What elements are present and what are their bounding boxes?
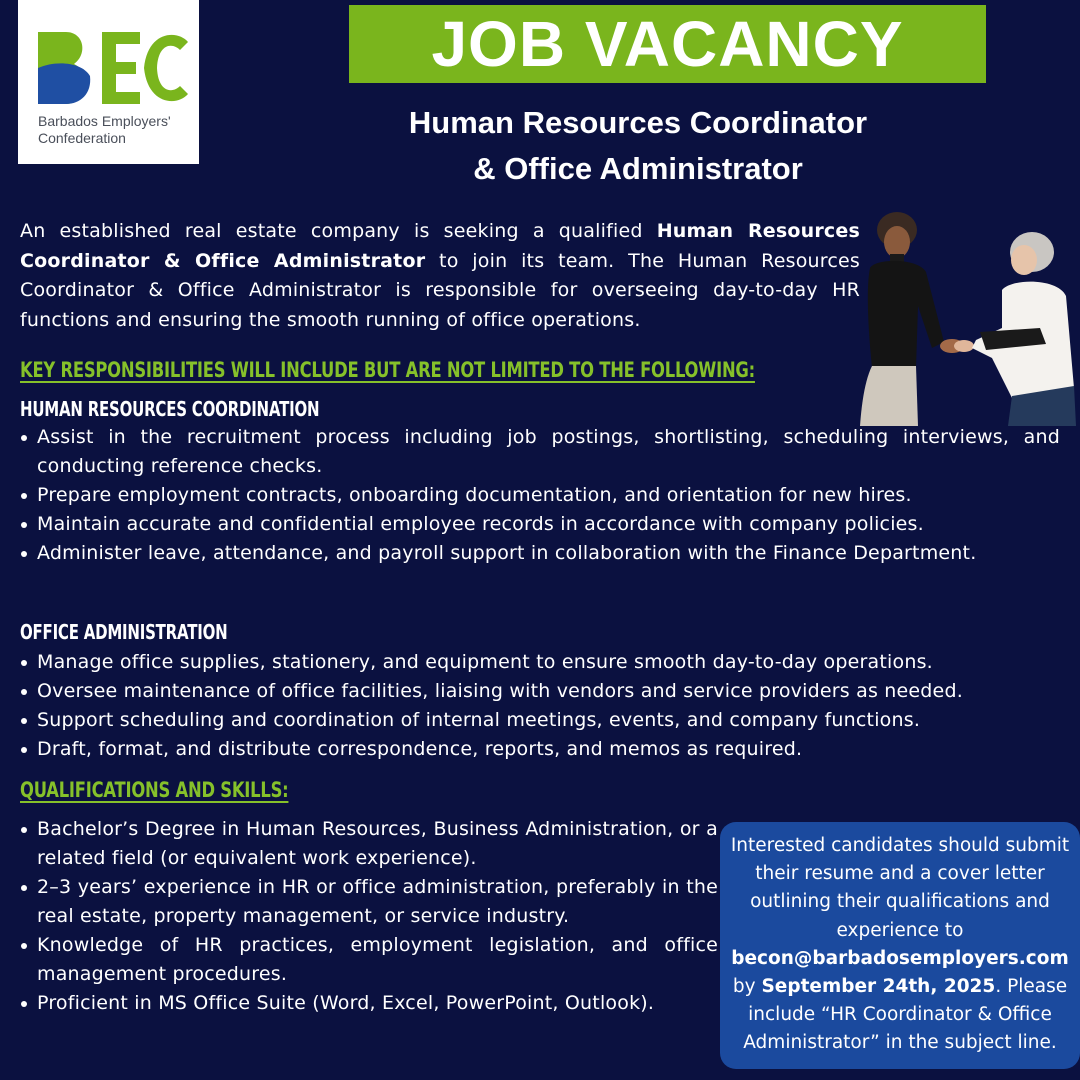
intro-post: to join its team. The Human Resources Coordinator & Office Administrator is responsible for overseeing day-to-day HR functions and ensuring the smooth running of office operations.: [20, 249, 860, 331]
handshake-photo: [852, 208, 1080, 426]
list-item: Assist in the recruitment process including job postings, shortlisting, scheduling interviews, and conducting reference checks.: [20, 423, 1060, 481]
responsibilities-heading: KEY RESPONSIBILITIES WILL INCLUDE BUT ARE NOT LIMITED TO THE FOLLOWING:: [20, 358, 755, 382]
intro-paragraph: [20, 217, 860, 335]
list-item: Draft, format, and distribute correspondence, reports, and memos as required.: [20, 735, 1060, 764]
banner-title: JOB VACANCY: [431, 8, 904, 80]
list-item: Manage office supplies, stationery, and equipment to ensure smooth day-to-day operations.: [20, 648, 1060, 677]
hr-responsibilities-list: [20, 423, 1060, 568]
application-callout: [720, 822, 1080, 1069]
application-email[interactable]: becon@barbadosemployers.com: [731, 947, 1069, 969]
callout-text1: Interested candidates should submit their resume and a cover letter outlining their qualifications and experience to: [730, 835, 1070, 941]
list-item: Bachelor’s Degree in Human Resources, Business Administration, or a related field (or equivalent work experience).: [20, 815, 718, 873]
list-item: Administer leave, attendance, and payroll support in collaboration with the Finance Department.: [20, 539, 1060, 568]
job-vacancy-banner: [349, 5, 986, 83]
callout-by: by: [732, 976, 762, 998]
list-item: 2–3 years’ experience in HR or office administration, preferably in the real estate, property management, or service industry.: [20, 873, 718, 931]
hr-coordination-heading: HUMAN RESOURCES COORDINATION: [20, 397, 320, 421]
office-responsibilities-list: [20, 648, 1060, 764]
office-administration-heading: OFFICE ADMINISTRATION: [20, 620, 228, 644]
list-item: Support scheduling and coordination of internal meetings, events, and company functions.: [20, 706, 1060, 735]
becon-logo: [18, 0, 199, 164]
job-title-line2: & Office Administrator: [473, 151, 803, 186]
qualifications-heading: QUALIFICATIONS AND SKILLS:: [20, 778, 289, 802]
list-item: Proficient in MS Office Suite (Word, Excel, PowerPoint, Outlook).: [20, 989, 718, 1018]
intro-bold: Human Resources Coordinator & Office Administrator: [20, 220, 860, 272]
list-item: Prepare employment contracts, onboarding documentation, and orientation for new hires.: [20, 481, 1060, 510]
intro-pre: An established real estate company is seeking a qualified: [20, 220, 657, 242]
qualifications-list: [20, 815, 718, 1018]
list-item: Oversee maintenance of office facilities, liaising with vendors and service providers as needed.: [20, 677, 1060, 706]
list-item: Knowledge of HR practices, employment legislation, and office management procedures.: [20, 931, 718, 989]
job-title: [338, 100, 938, 192]
application-deadline: September 24th, 2025: [761, 976, 996, 998]
list-item: Maintain accurate and confidential employee records in accordance with company policies.: [20, 510, 1060, 539]
job-title-line1: Human Resources Coordinator: [408, 105, 868, 140]
callout-text2: . Please include “HR Coordinator & Office Administrator” in the subject line.: [743, 976, 1068, 1054]
logo-caption-line1: Barbados Employers': [38, 113, 171, 129]
logo-caption-line2: Confederation: [38, 130, 126, 146]
becon-logo-mark: [36, 28, 196, 108]
